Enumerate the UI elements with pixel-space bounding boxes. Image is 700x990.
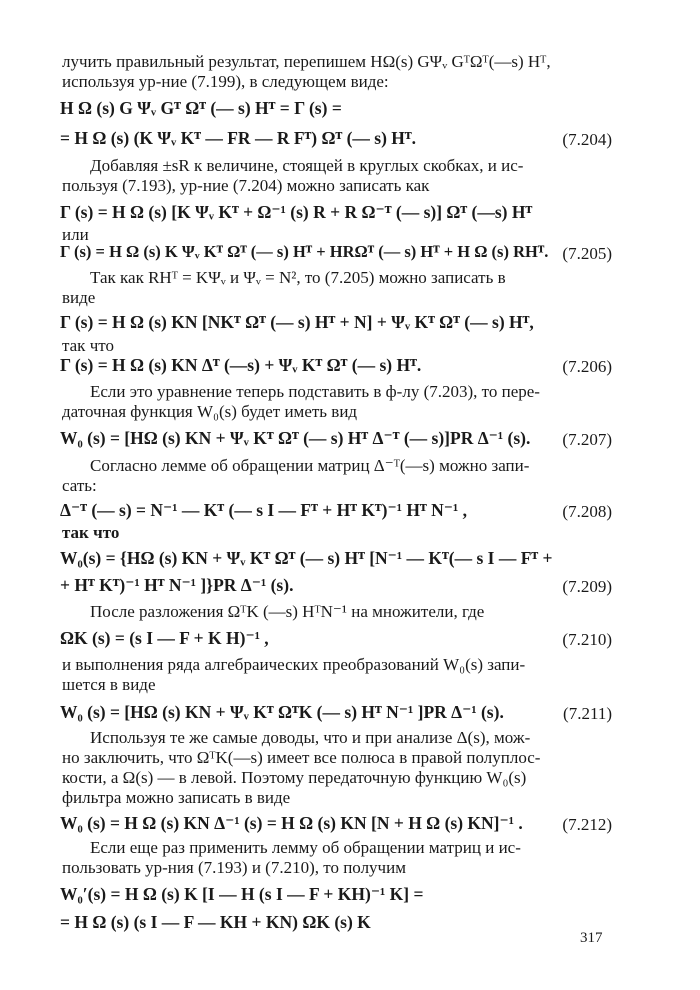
text-line: фильтра можно записать в виде — [62, 788, 291, 807]
text-line: или — [62, 225, 89, 244]
text-line: Если это уравнение теперь подставить в ф-лу (7.203), то пере- — [90, 382, 540, 401]
formula-line: W₀ (s) = [HΩ (s) KN + Ψᵥ Kᵀ ΩᵀK (— s) Hᵀ N⁻¹ ]PR Δ⁻¹ (s). — [60, 702, 504, 722]
equation-number: (7.204) — [562, 130, 612, 149]
text-line: Так как RHᵀ = KΨᵥ и Ψᵥ = N², то (7.205) можно записать в — [90, 268, 506, 287]
formula-line: W₀′(s) = H Ω (s) K [I — H (s I — F + KH)⁻¹ K] = — [60, 884, 424, 904]
text-line: Используя те же самые доводы, что и при анализе Δ(s), мож- — [90, 728, 531, 747]
formula-line: + Hᵀ Kᵀ)⁻¹ Hᵀ N⁻¹ ]}PR Δ⁻¹ (s). — [60, 575, 294, 595]
equation-number: (7.212) — [562, 815, 612, 834]
formula-line: Γ (s) = H Ω (s) [K Ψᵥ Kᵀ + Ω⁻¹ (s) R + R Ω⁻ᵀ (— s)] Ωᵀ (—s) Hᵀ — [60, 202, 533, 222]
text-line: даточная функция W₀(s) будет иметь вид — [62, 402, 358, 421]
formula-line: = H Ω (s) (K Ψᵥ Kᵀ — FR — R Fᵀ) Ωᵀ (— s) Hᵀ. — [60, 128, 417, 148]
text-line: Добавляя ±sR к величине, стоящей в круглых скобках, и ис- — [90, 156, 524, 175]
equation-number: (7.208) — [562, 502, 612, 521]
formula-line: H Ω (s) G Ψᵥ Gᵀ Ωᵀ (— s) Hᵀ = Γ (s) = — [60, 98, 342, 118]
text-line: кости, а Ω(s) — в левой. Поэтому передаточную функцию W₀(s) — [62, 768, 527, 787]
text-line: пользовать ур-ния (7.193) и (7.210), то получим — [62, 858, 406, 877]
text-line: и выполнения ряда алгебраических преобразований W₀(s) запи- — [62, 655, 526, 674]
formula-line: W₀ (s) = [HΩ (s) KN + Ψᵥ Kᵀ Ωᵀ (— s) Hᵀ Δ⁻ᵀ (— s)]PR Δ⁻¹ (s). — [60, 428, 531, 448]
equation-number: (7.210) — [562, 630, 612, 649]
text-line: сать: — [62, 476, 97, 495]
formula-line: W₀ (s) = H Ω (s) KN Δ⁻¹ (s) = H Ω (s) KN [N + H Ω (s) KN]⁻¹ . — [60, 813, 523, 833]
page-number: 317 — [580, 930, 603, 946]
equation-number: (7.207) — [562, 430, 612, 449]
equation-number: (7.205) — [562, 244, 612, 263]
formula-line: Δ⁻ᵀ (— s) = N⁻¹ — Kᵀ (— s I — Fᵀ + Hᵀ Kᵀ)⁻¹ Hᵀ N⁻¹ , — [60, 500, 467, 520]
text-line: После разложения ΩᵀK (—s) HᵀN⁻¹ на множители, где — [90, 602, 485, 621]
text-line: шется в виде — [62, 675, 156, 694]
equation-number: (7.209) — [562, 577, 612, 596]
formula-line: ΩK (s) = (s I — F + K H)⁻¹ , — [60, 628, 269, 648]
formula-line: Γ (s) = H Ω (s) KN [NKᵀ Ωᵀ (— s) Hᵀ + N] + Ψᵥ Kᵀ Ωᵀ (— s) Hᵀ, — [60, 312, 534, 332]
text-line: используя ур-ние (7.199), в следующем виде: — [62, 72, 389, 91]
text-line: Если еще раз применить лемму об обращении матриц и ис- — [90, 838, 521, 857]
equation-number: (7.211) — [563, 704, 612, 723]
formula-line: = H Ω (s) (s I — F — KH + KN) ΩK (s) K — [60, 912, 371, 932]
text-line: но заключить, что ΩᵀK(—s) имеет все полюса в правой полуплос- — [62, 748, 541, 767]
text-line: пользуя (7.193), ур-ние (7.204) можно записать как — [62, 176, 430, 195]
formula-line: W₀(s) = {HΩ (s) KN + Ψᵥ Kᵀ Ωᵀ (— s) Hᵀ [N⁻¹ — Kᵀ(— s I — Fᵀ + — [60, 548, 553, 568]
formula-line: Γ (s) = H Ω (s) K Ψᵥ Kᵀ Ωᵀ (— s) Hᵀ + HRΩᵀ (— s) Hᵀ + H Ω (s) RHᵀ. — [60, 242, 549, 261]
formula-line: Γ (s) = H Ω (s) KN Δᵀ (—s) + Ψᵥ Kᵀ Ωᵀ (— s) Hᵀ. — [60, 355, 422, 375]
text-line: так что — [62, 336, 114, 355]
text-line: Согласно лемме об обращении матриц Δ⁻ᵀ(—s) можно запи- — [90, 456, 530, 475]
text-line: так что — [62, 523, 120, 542]
text-line: виде — [62, 288, 96, 307]
text-line: лучить правильный результат, перепишем HΩ(s) GΨᵥ GᵀΩᵀ(—s) Hᵀ, — [62, 52, 551, 71]
equation-number: (7.206) — [562, 357, 612, 376]
